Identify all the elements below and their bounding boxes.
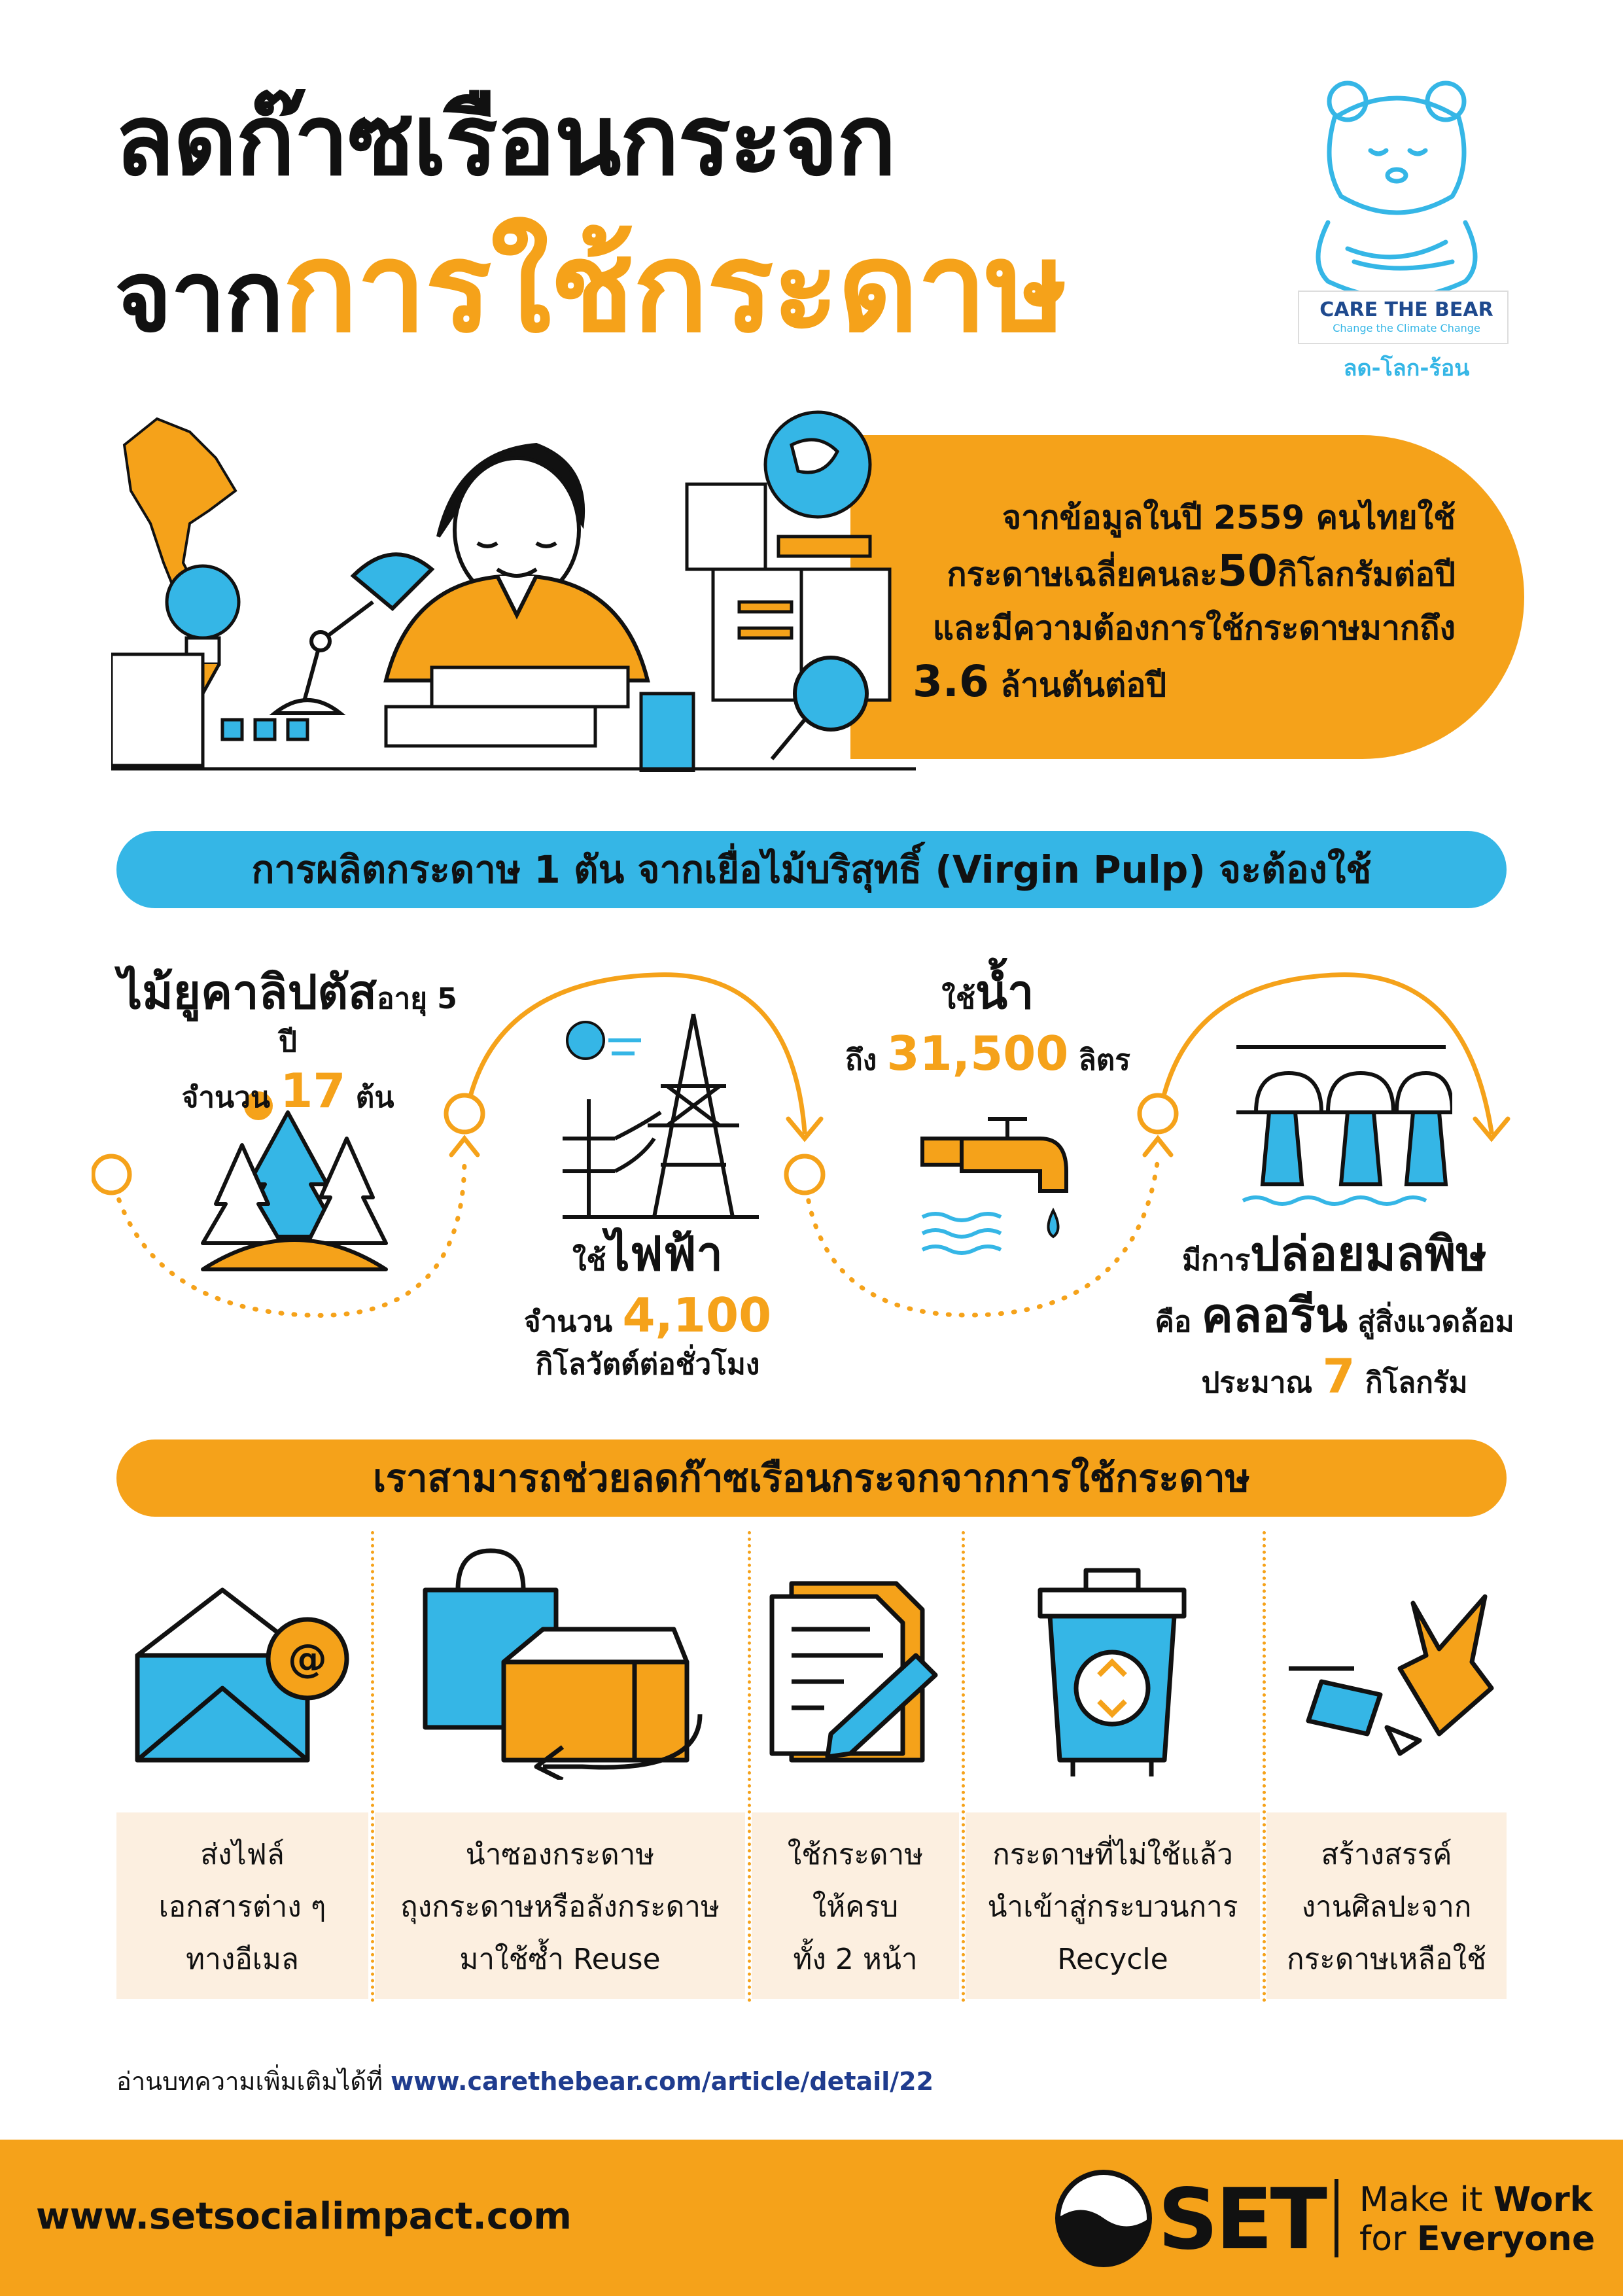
title-highlight: การใช้กระดาษ xyxy=(282,215,1066,360)
column-divider xyxy=(962,1531,965,2002)
paper-pencil-icon xyxy=(765,1577,949,1767)
bag-box-icon xyxy=(412,1544,707,1780)
hero-line4: 3.6 ล้านตันต่อปี xyxy=(913,656,1167,707)
stat-electricity: ใช้ไฟฟ้า จำนวน 4,100 กิโลวัตต์ต่อชั่วโมง xyxy=(523,1226,772,1382)
hero-line1: จากข้อมูลในปี 2559 คนไทยใช้ xyxy=(1002,499,1456,537)
origami-bird-icon xyxy=(1282,1590,1498,1760)
page-title-line1: ลดก๊าซเรือนกระจก xyxy=(114,84,896,198)
tip-email: ส่งไฟล์ เอกสารต่าง ๆ ทางอีเมล xyxy=(158,1838,326,1976)
tagline-line1: Make it Work xyxy=(1359,2180,1593,2219)
hero-statistic xyxy=(913,491,1456,712)
footer-url[interactable]: www.setsocialimpact.com xyxy=(36,2195,572,2238)
electricity-kwh: 4,100 xyxy=(622,1287,772,1343)
logo-tagline: Change the Climate Change xyxy=(1333,322,1480,334)
water-tap-icon xyxy=(916,1112,1086,1263)
article-link[interactable]: www.carethebear.com/article/detail/22 xyxy=(391,2067,934,2096)
hero-line2: กระดาษเฉลี่ยคนละ50กิโลกรัมต่อปี xyxy=(947,546,1456,596)
set-brand: SET xyxy=(1158,2171,1325,2269)
tip-reuse: นำซองกระดาษ ถุงกระดาษหรือลังกระดาษ มาใช้ซ้ำ Reuse xyxy=(400,1838,720,1976)
trees-count: 17 xyxy=(280,1063,346,1118)
svg-text:@: @ xyxy=(288,1636,327,1682)
water-litres: 31,500 xyxy=(886,1025,1069,1081)
hero-paper-kg: 50 xyxy=(1217,546,1278,596)
email-icon xyxy=(131,1577,366,1767)
hero-line3: และมีความต้องการใช้กระดาษมากถึง xyxy=(932,609,1456,647)
student-desk-illustration xyxy=(111,406,916,772)
recycle-bin-icon xyxy=(1027,1564,1197,1780)
section-reduce-title: เราสามารถช่วยลดก๊าซเรือนกระจกจากการใช้กระดาษ xyxy=(116,1439,1507,1517)
power-tower-icon xyxy=(550,1008,765,1224)
logo-thai: ลด-โลก-ร้อน xyxy=(1343,355,1470,381)
factory-pipe-icon xyxy=(1230,1034,1452,1224)
logo-name: CARE THE BEAR xyxy=(1319,298,1493,321)
stat-water: ใช้น้ำ ถึง 31,500 ลิตร xyxy=(845,964,1130,1081)
title-prefix: จาก xyxy=(114,240,283,354)
globe-icon xyxy=(765,412,870,556)
column-divider xyxy=(1263,1531,1266,2002)
page-title-line2 xyxy=(114,215,1066,360)
section-production-title: การผลิตกระดาษ 1 ตัน จากเยื่อไม้บริสุทธิ์ (Virgin Pulp) จะต้องใช้ xyxy=(116,831,1507,908)
stat-pollution: มีการปล่อยมลพิษ คือ คลอรีน สู่สิ่งแวดล้อม ประมาณ 7 กิโลกรัม xyxy=(1155,1226,1514,1404)
chlorine-kg: 7 xyxy=(1322,1349,1355,1404)
hero-demand: 3.6 xyxy=(913,656,989,707)
tip-double-sided: ใช้กระดาษ ให้ครบ ทั้ง 2 หน้า xyxy=(787,1838,924,1976)
brand-divider xyxy=(1335,2179,1338,2257)
tip-recycle: กระดาษที่ไม่ใช้แล้ว นำเข้าสู่กระบวนการ Recycle xyxy=(987,1838,1238,1976)
set-logo-icon xyxy=(1055,2169,1153,2267)
tagline-line2: for Everyone xyxy=(1359,2219,1596,2259)
tip-art: สร้างสรรค์ งานศิลปะจาก กระดาษเหลือใช้ xyxy=(1287,1838,1486,1976)
column-divider xyxy=(371,1531,374,2002)
read-more: อ่านบทความเพิ่มเติมได้ที่ www.carethebear.com/article/detail/22 xyxy=(116,2067,934,2096)
care-the-bear-logo xyxy=(1295,65,1511,393)
column-divider xyxy=(748,1531,751,2002)
stat-trees: ไม้ยูคาลิปตัสอายุ 5 ปี จำนวน 17 ต้น xyxy=(118,964,457,1118)
